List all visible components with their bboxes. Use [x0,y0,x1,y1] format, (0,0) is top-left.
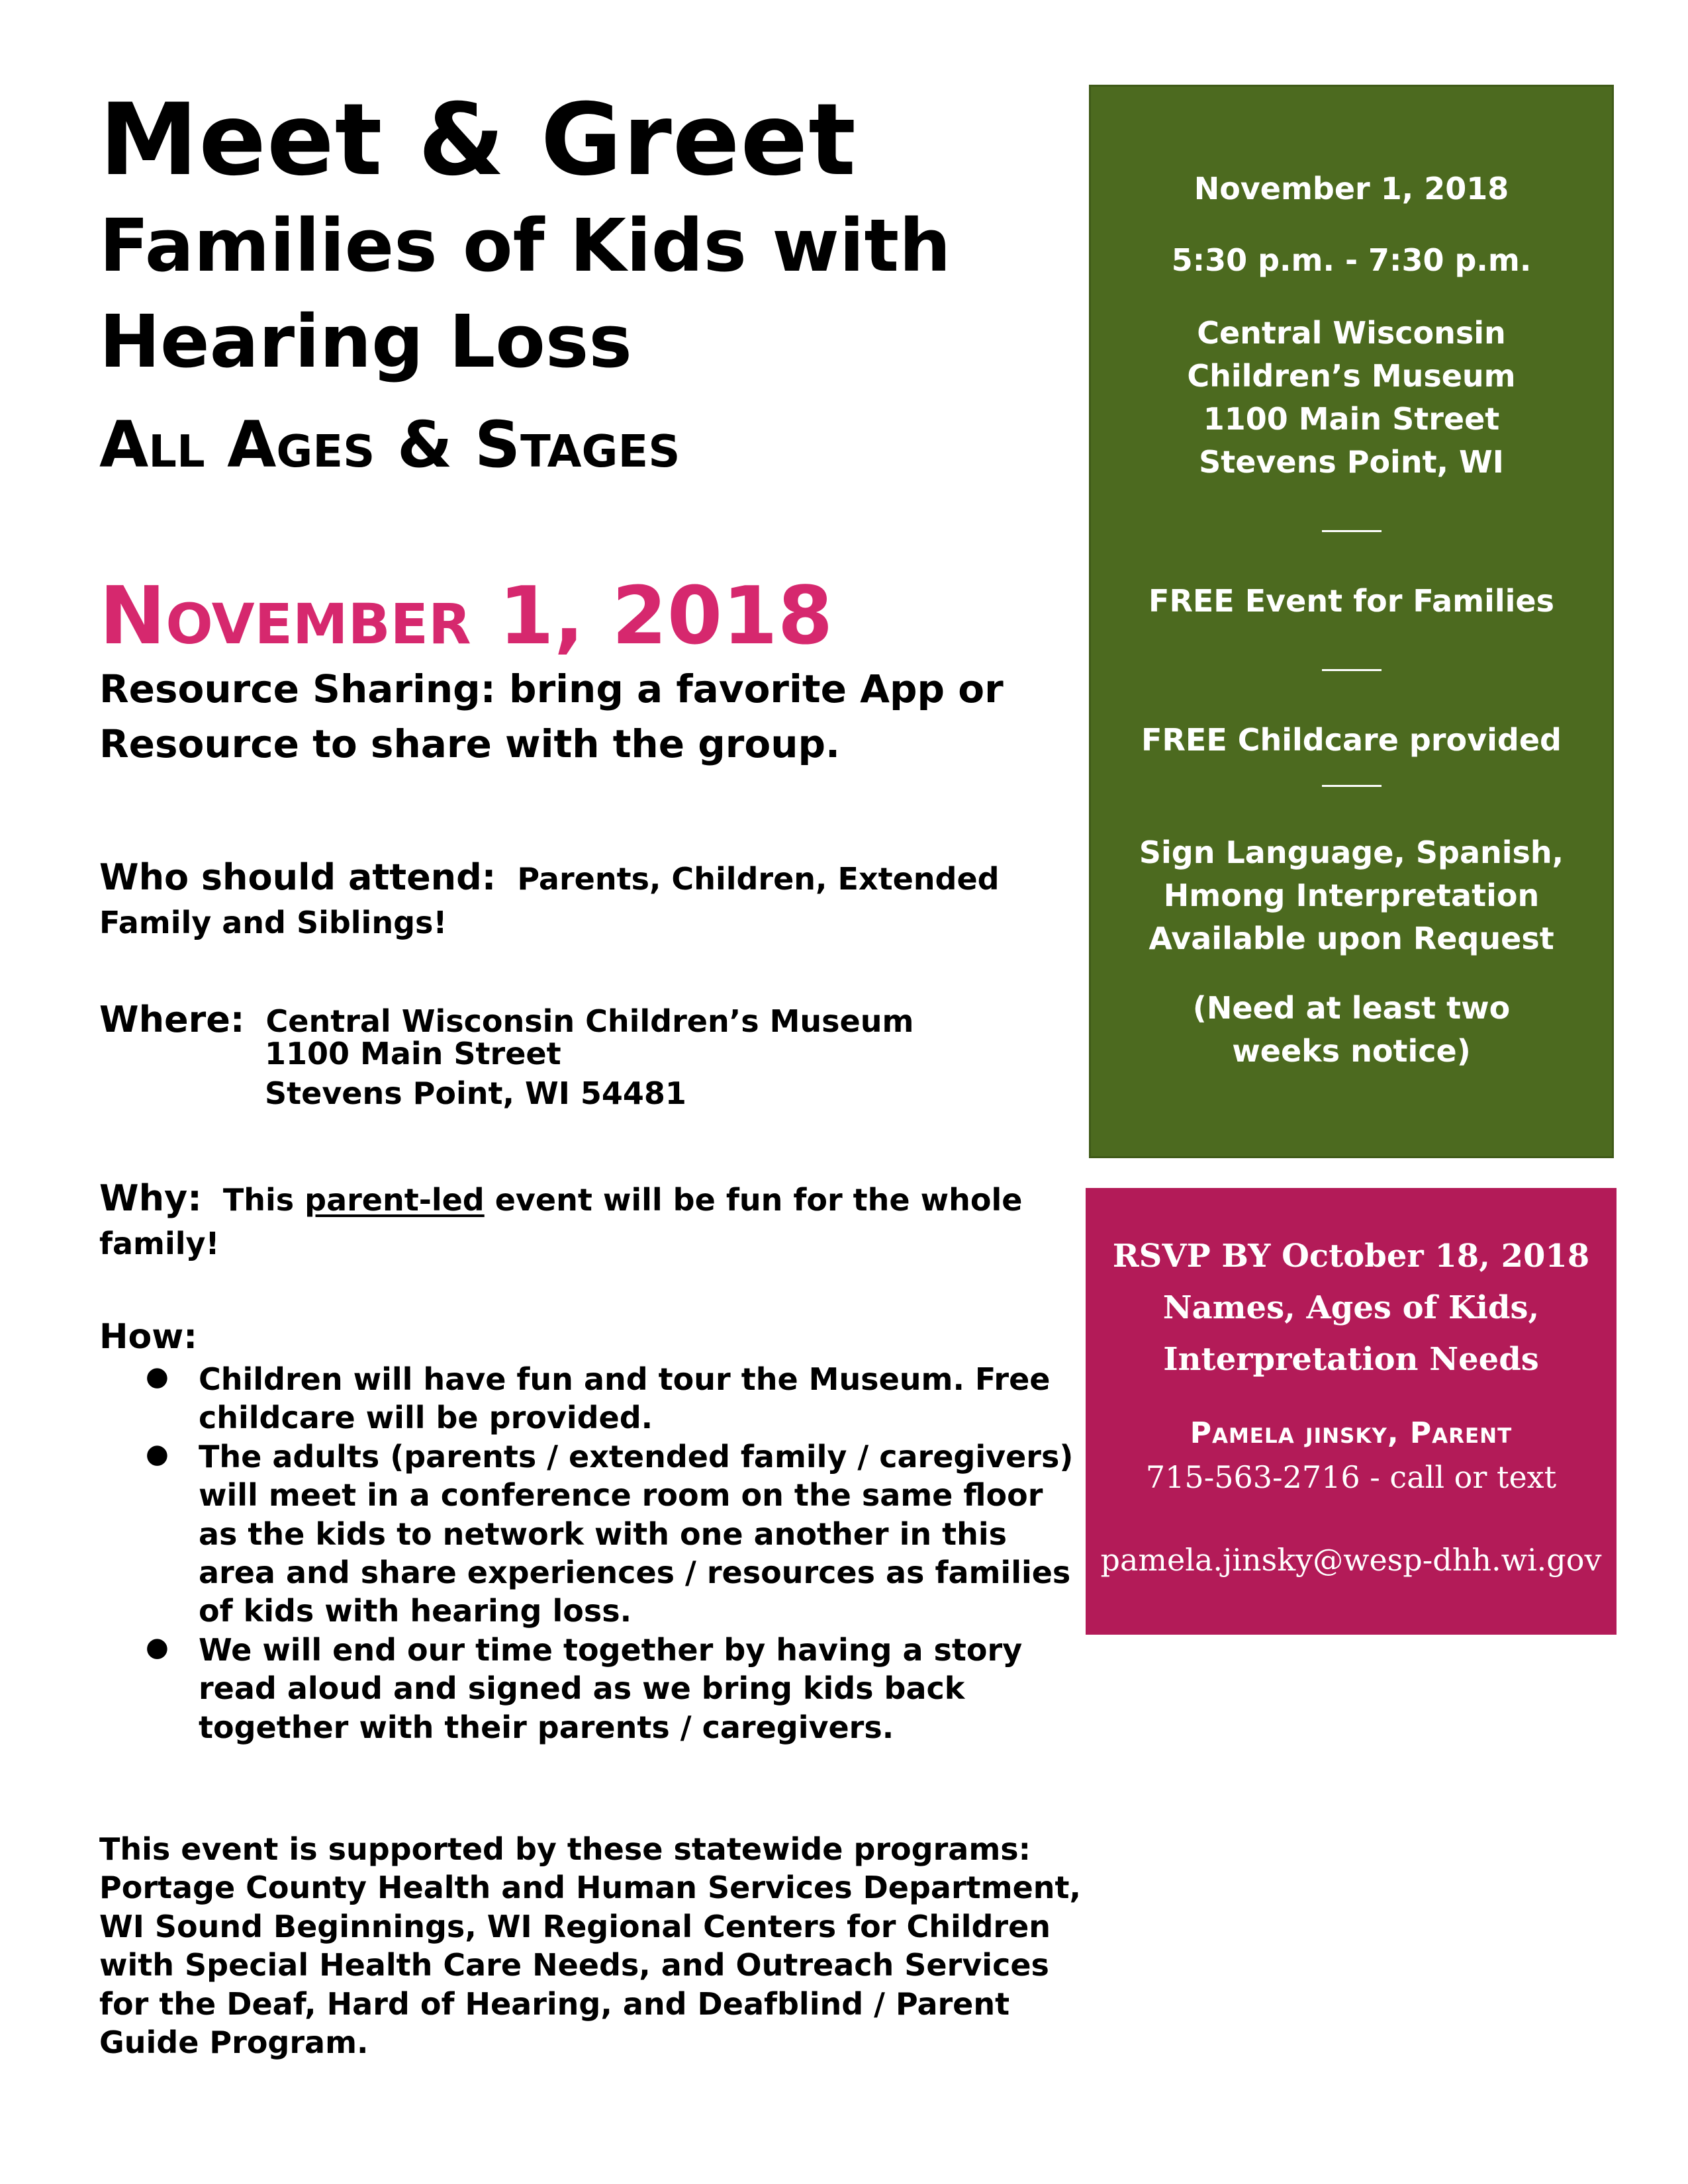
box-venue-4: Stevens Point, WI [1199,444,1504,480]
box-venue-3: 1100 Main Street [1203,401,1500,437]
how-item-text: We will end our time together by having a story read aloud and signed as we bring kids back together with their parents / caregivers. [199,1631,1023,1745]
bullet-icon: ● [146,1361,169,1392]
rsvp-line-3: Interpretation Needs [1163,1341,1539,1378]
resource-sharing-text: Resource Sharing: bring a favorite App or Resource to share with the group. [99,666,1004,766]
box-date: November 1, 2018 [1194,171,1509,206]
contact-phone: 715-563-2716 - call or text [1145,1459,1557,1495]
list-item [146,1631,1086,1747]
divider [1322,669,1382,671]
main-title: Meet & Greet [99,83,857,198]
how-label: How: [99,1317,198,1357]
how-item-text: The adults (parents / extended family / caregivers) will meet in a conference room on the same floor as the kids to network with one another in this area and share experiences / resources as families of kids with hearing loss. [199,1438,1074,1629]
box-notice-2: weeks notice) [1232,1033,1471,1069]
list-item [146,1437,1086,1631]
event-date: November 1, 2018 [99,570,833,662]
where-venue: Central Wisconsin Children’s Museum [265,1003,914,1039]
contact-name: Pamela jinsky, Parent [1190,1416,1513,1450]
who-text: Parents, Children, Extended Family and Siblings! [99,861,1000,940]
who-label: Who should attend: [99,856,496,898]
box-venue-2: Children’s Museum [1187,358,1516,394]
supported-by-text: This event is supported by these statewide programs: Portage County Health and Human Services Department, WI Sound Beginnings, WI Regional Centers for Children with Special Health Care Needs, and Outreach Services for the Deaf, Hard of Hearing, and Deafblind / Parent Guide Program. [99,1831,1081,2061]
divider [1322,530,1382,532]
contact-email: pamela.jinsky@wesp-dhh.wi.gov [1100,1542,1602,1578]
box-time: 5:30 p.m. - 7:30 p.m. [1171,242,1532,278]
bullet-icon: ● [146,1631,169,1662]
where-street: 1100 Main Street [265,1036,561,1071]
list-item [146,1360,1086,1437]
rsvp-box [1086,1188,1617,1635]
box-venue-1: Central Wisconsin [1197,315,1506,351]
why-underlined: parent-led [305,1182,485,1218]
box-free-event: FREE Event for Families [1149,583,1554,619]
who-should-attend [99,854,1079,943]
box-interp-2: Hmong Interpretation [1163,878,1540,913]
why-label: Why: [99,1177,202,1219]
rsvp-line-2: Names, Ages of Kids, [1162,1289,1540,1326]
why-post: event will be fun for the whole family! [99,1182,1023,1261]
box-interp-3: Available upon Request [1149,921,1554,956]
how-list [146,1360,1086,1747]
where-line-1 [99,996,1079,1044]
where-label: Where: [99,999,245,1040]
subtitle-hearing-loss: Hearing Loss [99,299,632,384]
box-interp-1: Sign Language, Spanish, [1139,835,1564,870]
divider [1322,785,1382,787]
bullet-icon: ● [146,1438,169,1469]
subtitle-all-ages: All Ages & Stages [99,408,680,482]
why-pre: This [222,1182,295,1218]
box-free-childcare: FREE Childcare provided [1141,722,1562,758]
rsvp-heading: RSVP BY October 18, 2018 [1112,1238,1590,1275]
how-item-text: Children will have fun and tour the Museum. Free childcare will be provided. [199,1361,1051,1436]
box-notice-1: (Need at least two [1192,990,1511,1026]
where-city: Stevens Point, WI 54481 [265,1075,686,1111]
subtitle-families: Families of Kids with [99,203,951,288]
why-block [99,1175,1079,1264]
event-details-box [1089,85,1614,1158]
